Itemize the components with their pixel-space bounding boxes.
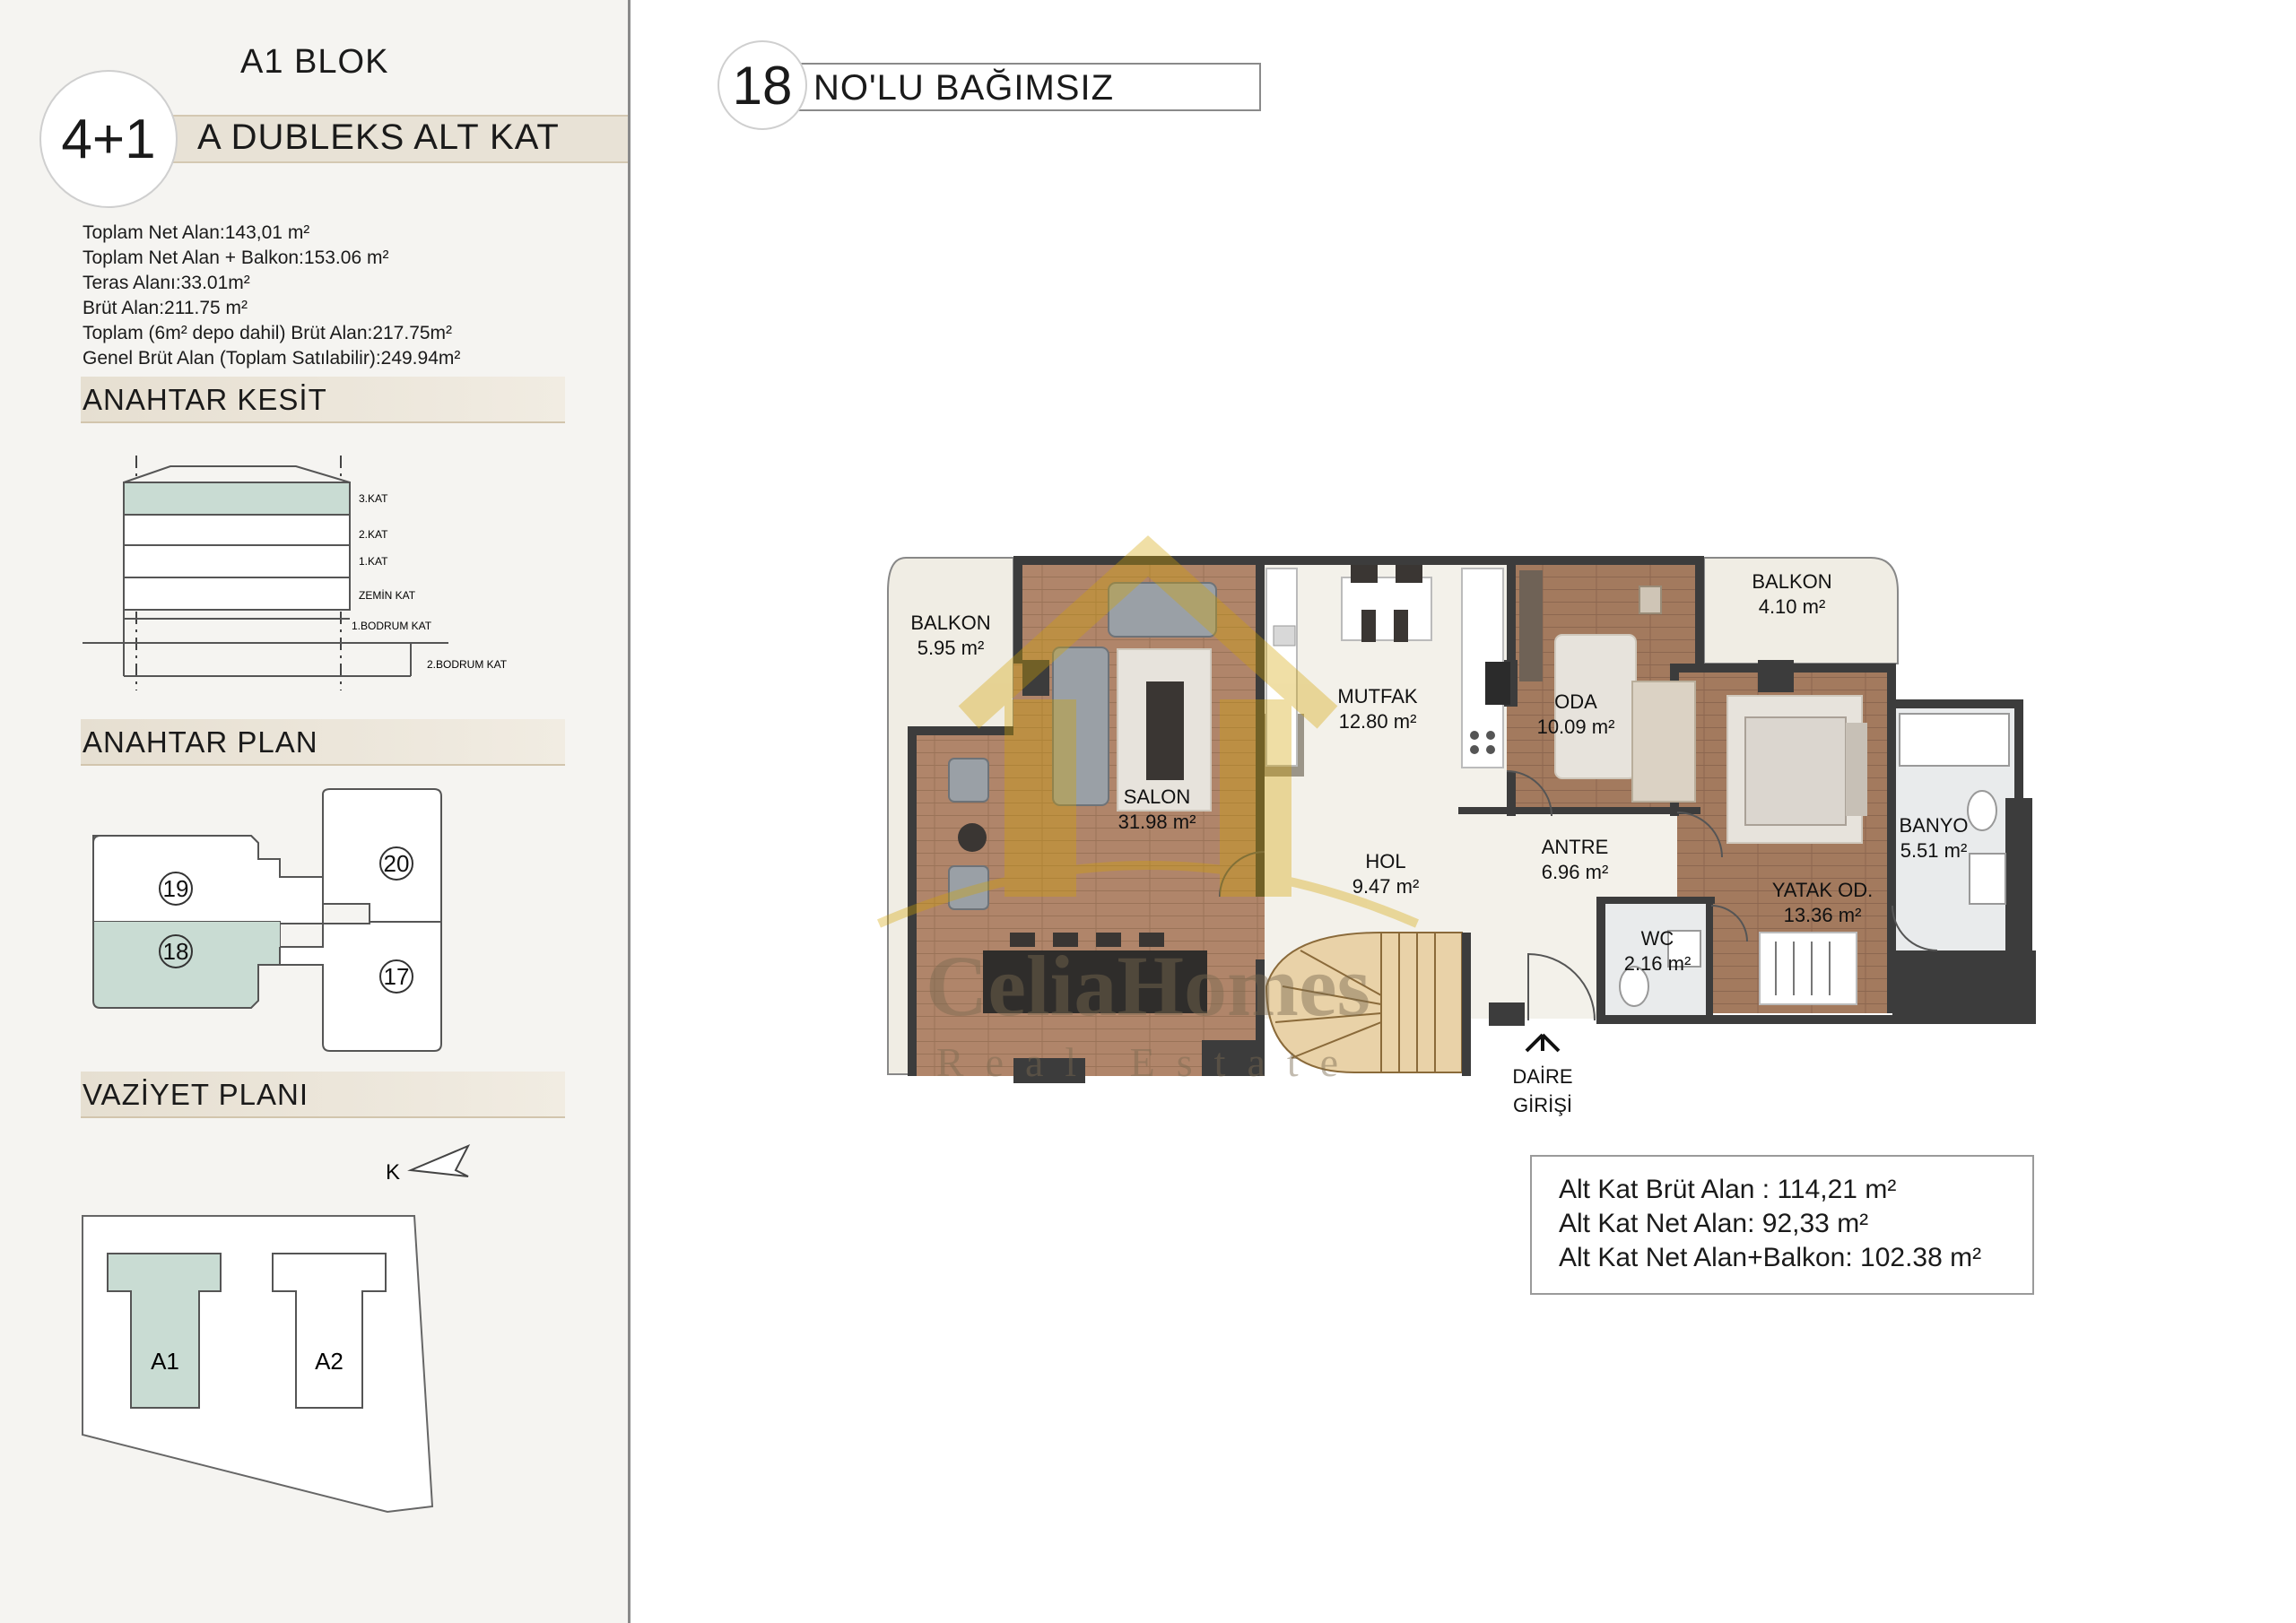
room-area: 6.96 m² [1541,861,1609,883]
toilet-icon [1968,791,1996,830]
kesit-label: 3.KAT [359,492,388,505]
washbasin-icon [1970,854,2005,904]
floor-area-summary [1530,1155,2034,1295]
room-name: MUTFAK [1337,685,1418,707]
wardrobe [1519,570,1543,681]
room-name: ODA [1554,690,1597,713]
key-plan-label: 19 [162,875,189,902]
key-plan-label: 20 [383,850,410,877]
room-area: 31.98 m² [1118,811,1196,833]
section-header-vaziyet: VAZİYET PLANI [81,1072,565,1118]
room-name: HOL [1365,850,1406,872]
north-arrow-icon [411,1146,468,1176]
area-line: Toplam Net Alan:143,01 m² [83,222,310,243]
kesit-label: 2.BODRUM KAT [427,658,508,671]
floor-title: A DUBLEKS ALT KAT [197,117,560,157]
section-header-plan: ANAHTAR PLAN [81,719,565,766]
kesit-label: 2.KAT [359,528,388,541]
area-line: Genel Brüt Alan (Toplam Satılabilir):249.94m² [83,348,461,369]
single-bed [1632,681,1695,802]
north-label: K [386,1160,401,1185]
double-bed [1745,717,1846,825]
fridge [1485,662,1510,705]
area-line: Teras Alanı:33.01m² [83,273,250,293]
kitchen-table [1342,577,1431,640]
room-area: 13.36 m² [1783,904,1862,926]
room-area: 4.10 m² [1758,595,1826,618]
entrance-arrow-icon [1526,1035,1559,1051]
unit-number-badge: 18 [718,40,807,130]
coffee-table [1146,681,1184,780]
kesit-label: 1.KAT [359,555,388,568]
key-plan-label: 18 [162,938,189,965]
section-header-kesit: ANAHTAR KESİT [81,377,565,423]
entrance-label: GİRİŞİ [1512,1094,1573,1116]
key-section-diagram [83,456,508,690]
area-line: Toplam Net Alan + Balkon:153.06 m² [83,247,389,268]
site-plan-diagram [83,1146,468,1512]
room-area: 5.51 m² [1900,839,1968,862]
site-block-label: A1 [151,1348,179,1375]
room-area: 2.16 m² [1623,952,1692,975]
area-line: Brüt Alan:211.75 m² [83,298,248,318]
summary-line: Alt Kat Brüt Alan : 114,21 m² [1559,1175,1897,1204]
key-plan-unit-19 [93,836,323,924]
room-name: WC [1640,927,1674,950]
room-name: BANYO [1899,814,1969,837]
area-line: Toplam (6m² depo dahil) Brüt Alan:217.75m² [83,323,453,343]
watermark-brand: CeliaHomes [926,938,1370,1034]
key-plan-diagram [93,789,441,1051]
room-name: YATAK OD. [1771,879,1874,901]
floor-plan [879,556,2036,1116]
closet [1760,933,1857,1004]
summary-line: Alt Kat Net Alan: 92,33 m² [1559,1209,1869,1238]
site-block-label: A2 [315,1348,344,1375]
entrance-label: DAİRE [1512,1065,1573,1088]
room-area: 12.80 m² [1338,710,1417,733]
unit-title: NO'LU BAĞIMSIZ [813,68,1115,108]
room-area: 5.95 m² [917,637,985,659]
side-table [958,823,987,852]
watermark-sub: Real Estate [935,1039,1361,1085]
block-title: A1 BLOK [240,43,389,81]
room-area: 10.09 m² [1536,716,1615,738]
highlighted-floor [124,482,350,515]
unit-type-badge: 4+1 [39,70,178,208]
kesit-label: ZEMİN KAT [359,589,416,602]
sink-icon [1274,626,1295,646]
summary-line: Alt Kat Net Alan+Balkon: 102.38 m² [1559,1243,1982,1272]
key-plan-unit-17 [280,922,441,1051]
kesit-label: 1.BODRUM KAT [352,620,432,632]
room-name: ANTRE [1541,836,1609,858]
armchair [949,759,988,802]
room-name: BALKON [910,612,991,634]
room-area: 9.47 m² [1352,875,1420,898]
bathtub-icon [1900,714,2009,766]
room-name: SALON [1123,785,1191,808]
key-plan-label: 17 [383,963,410,990]
room-name: BALKON [1752,570,1832,593]
